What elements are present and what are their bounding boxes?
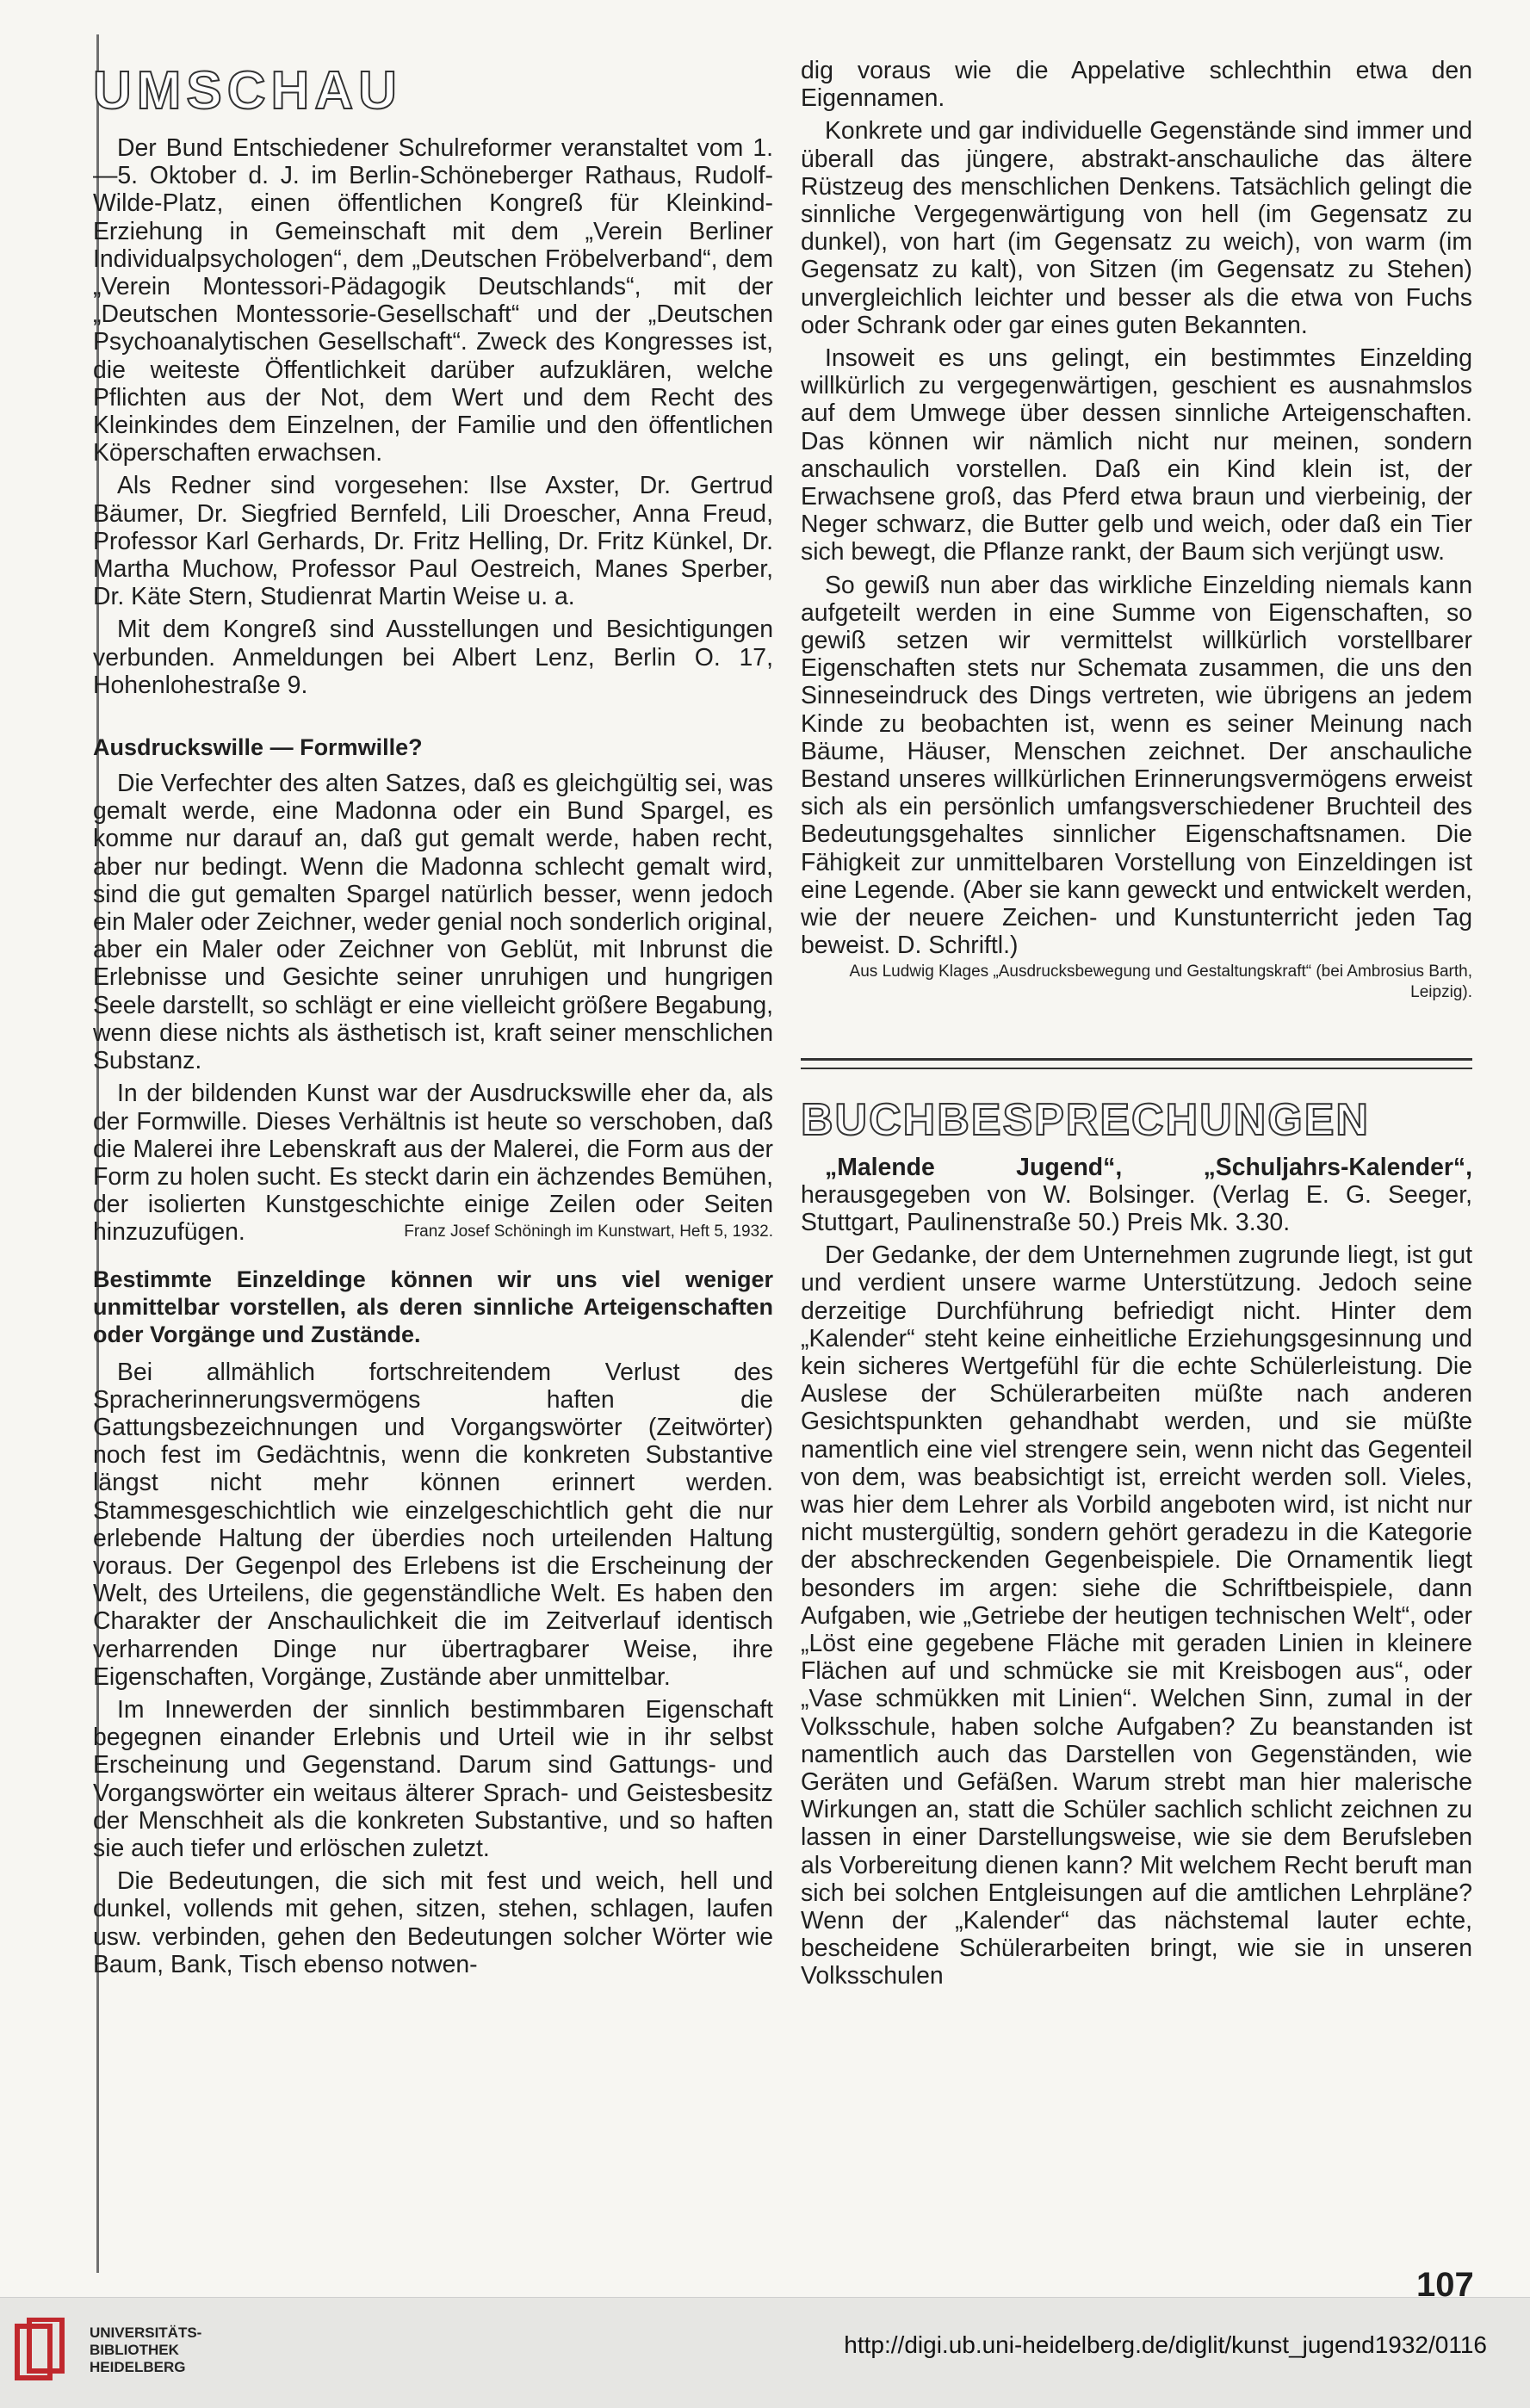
paragraph bbox=[93, 1080, 773, 1246]
paragraph: Konkrete und gar individuelle Gegenstände sind immer und überall das jüngere, abstrakt-anschauliche das ältere Rüstzeug des menschlichen Denkens. Tatsächlich gelingt die sinnliche Vergegenwärtigung von hell (im Gegensatz zu dunkel), von hart (im Gegensatz zu weich), von warm (im Gegensatz zu kalt), von Sitzen (im Gegensatz zu Stehen) unvergleichlich leichter und besser als die etwa von Fuchs oder Schrank oder gar eines guten Bekannten. bbox=[801, 117, 1472, 339]
book-entry bbox=[801, 1154, 1472, 1237]
section-title-buchbesprechungen: BUCHBESPRECHUNGEN bbox=[801, 1094, 1370, 1145]
paragraph: Die Verfechter des alten Satzes, daß es gleichgültig sei, was gemalt werde, eine Madonna oder ein Bund Spargel, es komme nur darauf an, daß gut gemalt werde, haben recht, aber nur bedingt. Wenn die Madonna schlecht gemalt wird, sind die gut gemalten Spargel natürlich besser, wenn jedoch ein Maler oder Zeichner, weder genial noch sonderlich original, aber ein Maler oder Zeichner von Geblüt, mit Inbrunst die Erlebnisse und Gesichte seiner unruhigen und hungrigen Seele darstellt, so schlägt er eine vielleicht größere Begabung, wenn diese nichts als ästhetisch ist, kraft seiner menschlichen Substanz. bbox=[93, 770, 773, 1075]
paragraph: Im Innewerden der sinnlich bestimmbaren Eigenschaft begegnen einander Erlebnis und Urteil wie in ihr selbst Erscheinung und Gegenstand. Darum sind Gattungs- und Vorgangswörter ein weitaus älterer Sprach- und Geistesbesitz der Menschheit als die konkreten Substantive, und so haften sie auch tiefer und erlöschen zuletzt. bbox=[93, 1695, 773, 1862]
library-name-line: HEIDELBERG bbox=[90, 2359, 186, 2375]
paragraph: So gewiß nun aber das wirkliche Einzelding niemals kann aufgeteilt werden in eine Summe von Eigenschaften, so gewiß setzen wir vermittelst willkürlich vorstellbarer Eigenschaften stets nur Schemata zusammen, die uns den Sinneseindruck des Dings vertreten, wie übrigens an jedem Kinde zu beobachten ist, wenn es seiner Meinung nach Bäume, Häuser, Menschen zeichnet. Der anschauliche Bestand unseres willkürlichen Erinnerungsvermögens erweist sich als ein persönlich umfangsverschiedener Bruchteil des Bedeutungsgehaltes sinnlicher Eigenschaftsnamen. Die Fähigkeit zur unmittelbaren Vorstellung von Einzeldingen ist eine Legende. (Aber sie kann geweckt und entwickelt werden, wie der neuere Zeichen- und Kunstunterricht jeden Tag beweist. D. Schriftl.) bbox=[801, 571, 1472, 960]
paragraph: dig voraus wie die Appelative schlechthin etwa den Eigennamen. bbox=[801, 57, 1472, 113]
paragraph: Die Bedeutungen, die sich mit fest und weich, hell und dunkel, vollends mit gehen, sitzen, stehen, schlagen, laufen usw. verbinden, gehen den Bedeutungen solcher Wörter wie Baum, Bank, Tisch ebenso notwen- bbox=[93, 1867, 773, 1978]
paragraph: Bei allmählich fortschreitendem Verlust des Spracherinnerungsvermögens haften die Gattungsbezeichnungen und Vorgangswörter (Zeitwörter) noch fest im Gedächtnis, wenn die konkreten Substantive längst nicht mehr können erinnert werden. Stammesgeschichtlich wie einzelgeschichtlich geht die nur erlebende Haltung der überdies noch urteilenden Haltung voraus. Der Gegenpol des Erlebens ist die Erscheinung der Welt, des Urteilens, die gegenständliche Welt. Es haben den Charakter der Anschaulichkeit die im Zeitverlauf identisch verharrenden Dinge nur übertragbarer Weise, ihre Eigenschaften, Vorgänge, Zustände aber unmittelbar. bbox=[93, 1358, 773, 1691]
source-citation: Franz Josef Schöningh im Kunstwart, Heft 5, 1932. bbox=[404, 1223, 773, 1241]
source-citation: Aus Ludwig Klages „Ausdrucksbewegung und Gestaltungskraft“ (bei Ambrosius Barth, Leipzig). bbox=[849, 962, 1472, 1001]
paragraph-text: In der bildenden Kunst war der Ausdruckswille eher da, als der Formwille. Dieses Verhältnis ist heute so verschoben, daß die Malerei ihre Lebenskraft aus der Malerei, die Form aus der Form zu holen sucht. Es steckt darin ein ächzendes Bemühen, der isolierten Kunstgeschichte einige Zeilen oder Seiten hinzuzufügen. bbox=[93, 1080, 773, 1247]
paragraph: Mit dem Kongreß sind Ausstellungen und Besichtigungen verbunden. Anmeldungen bei Albert Lenz, Berlin O. 17, Hohenlohestraße 9. bbox=[93, 616, 773, 699]
left-column bbox=[93, 60, 773, 1984]
library-name[interactable] bbox=[90, 2324, 201, 2376]
paragraph: Der Bund Entschiedener Schulreformer veranstaltet vom 1.—5. Oktober d. J. im Berlin-Schöneberger Rathaus, Rudolf-Wilde-Platz, einen öffentlichen Kongreß für Kleinkind-Erziehung in Gemeinschaft mit dem „Verein Berliner Individualpsychologen“, dem „Deutschen Fröbelverband“, dem „Verein Montessori-Pädagogik Deutschlands“, mit der „Deutschen Montessorie-Gesellschaft“ und der „Deutschen Psychoanalytischen Gesellschaft“. Zweck des Kongresses ist, die weiteste Öffentlichkeit darüber aufzuklären, welche Pflichten aus der Not, dem Wert und dem Recht des Kleinkindes dem Einzelnen, der Familie und den öffentlichen Köperschaften erwachsen. bbox=[93, 134, 773, 467]
permalink-url[interactable]: http://digi.ub.uni-heidelberg.de/diglit/kunst_jugend1932/0116 bbox=[844, 2331, 1487, 2358]
library-logo-icon[interactable] bbox=[14, 2318, 65, 2386]
right-column bbox=[801, 57, 1472, 1996]
paragraph: Als Redner sind vorgesehen: Ilse Axster, Dr. Gertrud Bäumer, Dr. Siegfried Bernfeld, Lili Droescher, Anna Freud, Professor Karl Gerhards, Dr. Fritz Helling, Dr. Fritz Künkel, Dr. Martha Muchow, Professor Paul Oestreich, Manes Sperber, Dr. Käte Stern, Studienrat Martin Weise u. a. bbox=[93, 472, 773, 611]
page-number: 107 bbox=[1416, 2266, 1474, 2297]
library-name-line: UNIVERSITÄTS- bbox=[90, 2324, 202, 2341]
book-title: „Malende Jugend“, „Schuljahrs-Kalender“, bbox=[825, 1153, 1472, 1181]
section-divider bbox=[801, 1058, 1472, 1069]
paragraph: Der Gedanke, der dem Unternehmen zugrunde liegt, ist gut und verdient unsere warme Unterstützung. Jedoch seine derzeitige Durchführung befriedigt nicht. Hinter dem „Kalender“ steht keine einheitliche Erziehungsgesinnung und kein sicheres Wertgefühl für die echte Schülerleistung. Die Auslese der Schülerarbeiten müßte nach anderen Gesichtspunkten gehandhabt werden, und sie müßte namentlich eine viel strengere sein, wenn nicht das Gegenteil von dem, was beabsichtigt ist, erreicht werden soll. Vieles, was hier dem Lehrer als Vorbild angeboten wird, ist nicht nur nicht mustergültig, sondern gehört geradezu in die Kategorie der abschreckenden Gegenbeispiele. Die Ornamentik liegt besonders im argen: siehe die Schriftbeispiele, dann Aufgaben, wie „Getriebe der heutigen technischen Welt“, oder „Löst eine gegebene Fläche mit geraden Linien in kleinere Flächen auf und schmücke sie mit Kreisbogen aus“, oder „Vase schmükken mit Linien“. Welchen Sinn, zumal in der Volksschule, haben solche Aufgaben? Zu beanstanden ist namentlich auch das Darstellen von Gegenständen, wie Geräten und Gefäßen. Warum strebt man hier malerische Wirkungen an, statt die Schüler sachlich schlicht zeichnen zu lassen in einer Darstellungsweise, wie sie dem Berufsleben als Vorbereitung dienen kann? Mit welchem Recht beruft man sich bei solchen Entgleisungen auf die amtlichen Lehrpläne? Wenn der „Kalender“ das nächstemal lauter echte, bescheidene Schülerarbeiten bringt, wie sie in unseren Volksschulen bbox=[801, 1241, 1472, 1990]
paragraph: Insoweit es uns gelingt, ein bestimmtes Einzelding willkürlich zu vergegenwärtigen, geschient es ausnahmslos auf dem Umwege über dessen sinnliche Arteigenschaften. Das können wir nämlich nicht nur meinen, sondern anschaulich vorstellen. Daß ein Kind klein ist, der Erwachsene groß, das Pferd etwa braun und vierbeinig, der Neger schwarz, die Butter gelb und weich, oder daß ein Tier sich bewegt, die Pflanze rankt, der Baum sich verjüngt usw. bbox=[801, 344, 1472, 566]
section-title-umschau: UMSCHAU bbox=[93, 61, 402, 121]
book-details: herausgegeben von W. Bolsinger. (Verlag E. G. Seeger, Stuttgart, Paulinenstraße 50.) Preis Mk. 3.30. bbox=[801, 1180, 1472, 1236]
article-heading: Bestimmte Einzeldinge können wir uns viel weniger unmittelbar vorstellen, als deren sinnliche Arteigenschaften oder Vorgänge und Zustände. bbox=[93, 1266, 773, 1347]
library-name-line: BIBLIOTHEK bbox=[90, 2342, 179, 2358]
article-heading: Ausdruckswille — Formwille? bbox=[93, 734, 423, 761]
